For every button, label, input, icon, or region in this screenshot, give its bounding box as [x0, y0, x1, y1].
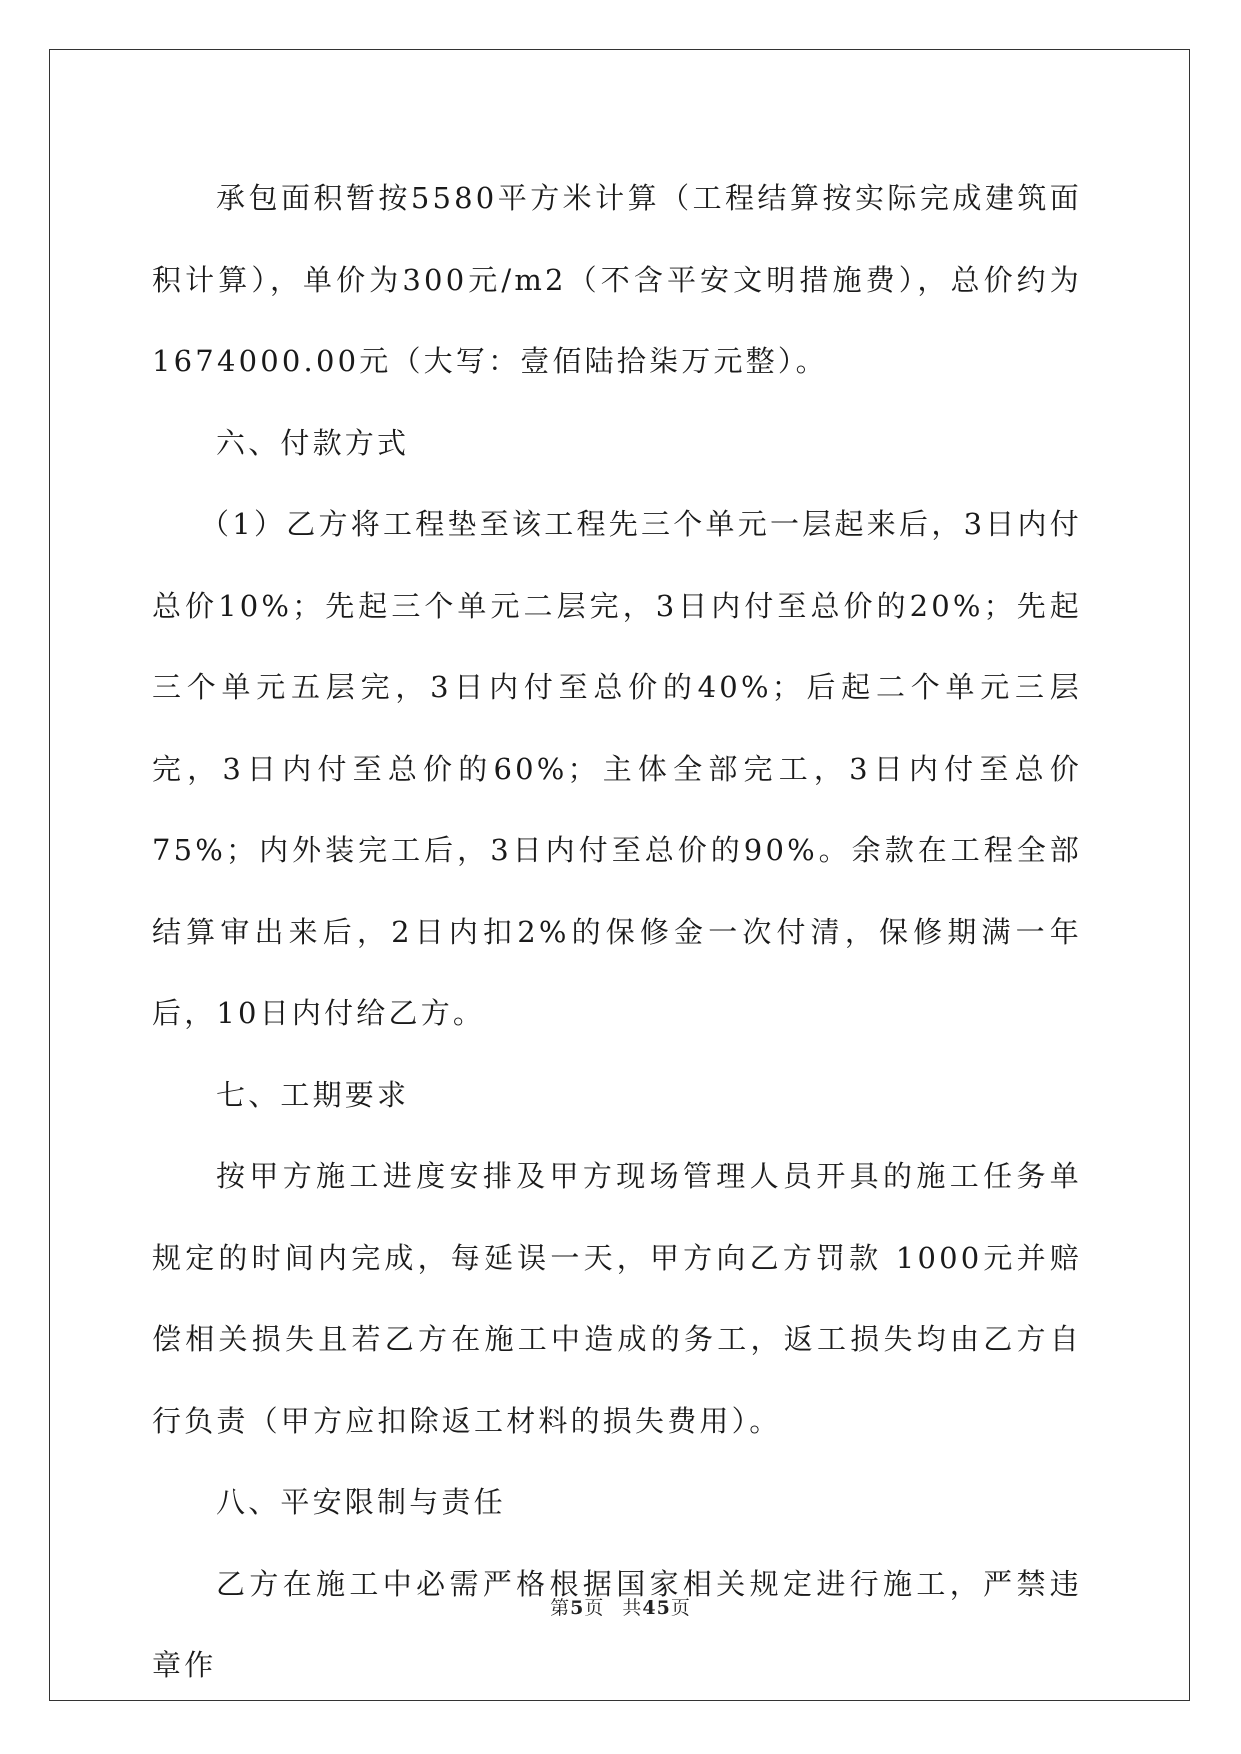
paragraph-contract-area: 承包面积暂按5580平方米计算（工程结算按实际完成建筑面积计算），单价为300元/m2（不含平安文明措施费），总价约为1674000.00元（大写：壹佰陆拾柒万元整）。 [152, 181, 1082, 378]
paragraph-safety-terms: 乙方在施工中必需严格根据国家相关规定进行施工，严禁违章作 [152, 1566, 1082, 1682]
footer-total-suffix: 页 [670, 1597, 691, 1619]
footer-page-suffix: 页 [584, 1597, 605, 1619]
paragraph-payment-terms: （1）乙方将工程垫至该工程先三个单元一层起来后，3日内付总价10%；先起三个单元二层完，3日内付至总价的20%；先起三个单元五层完，3日内付至总价的40%；后起二个单元三层完，3日内付至总价的60%；主体全部完工，3日内付至总价75%；内外装完工后，3日内付至总价的90%。余款在工程全部结算审出来后，2日内扣2%的保修金一次付清，保修期满一年后，10日内付给乙方。 [152, 507, 1082, 1030]
heading-schedule-requirements: 七、工期要求 [216, 1077, 410, 1112]
heading-payment-method: 六、付款方式 [216, 425, 410, 460]
heading-safety-responsibility: 八、平安限制与责任 [216, 1485, 506, 1519]
footer-total-pages: 45 [642, 1597, 671, 1619]
footer-page-number: 5 [570, 1597, 585, 1619]
paragraph-schedule-terms: 按甲方施工进度安排及甲方现场管理人员开具的施工任务单规定的时间内完成，每延误一天，甲方向乙方罚款 1000元并赔偿相关损失且若乙方在施工中造成的务工，返工损失均由乙方自行负责（甲方应扣除返工材料的损失费用）。 [152, 1159, 1082, 1438]
footer-prefix: 第 [550, 1597, 571, 1619]
page-footer [0, 1593, 1241, 1620]
document-body [152, 158, 1082, 1707]
footer-total-prefix: 共 [622, 1597, 643, 1619]
